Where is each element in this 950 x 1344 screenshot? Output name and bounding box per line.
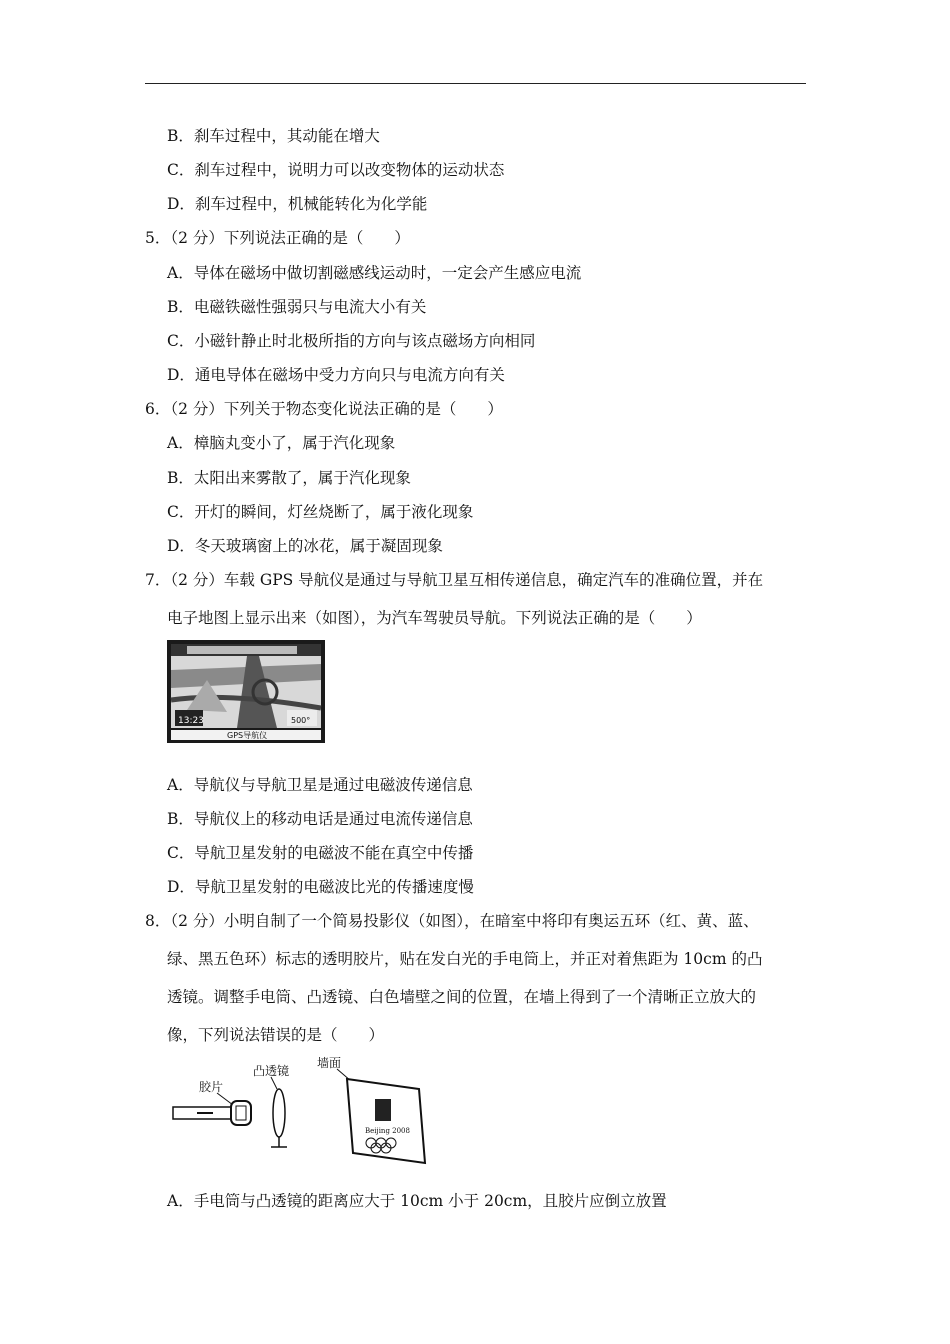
q6-stem: 6．（2 分）下列关于物态变化说法正确的是（ ）	[145, 400, 503, 418]
q8-stem-line3: 透镜。调整手电筒、凸透镜、白色墙壁之间的位置，在墙上得到了一个清晰正立放大的	[167, 988, 757, 1006]
q5-option-a: A．导体在磁场中做切割磁感线运动时，一定会产生感应电流	[167, 264, 582, 282]
q6-option-b: B．太阳出来雾散了，属于汽化现象	[167, 469, 411, 487]
q8-stem-line4: 像，下列说法错误的是（ ）	[167, 1026, 385, 1044]
q7-option-c: C．导航卫星发射的电磁波不能在真空中传播	[167, 844, 474, 862]
q6-option-d: D．冬天玻璃窗上的冰花，属于凝固现象	[167, 537, 443, 555]
q7-stem-line1: 7．（2 分）车载 GPS 导航仪是通过与导航卫星互相传递信息，确定汽车的准确位置，并在	[145, 571, 764, 589]
q5-option-b: B．电磁铁磁性强弱只与电流大小有关	[167, 298, 427, 316]
q8-stem-line1: 8．（2 分）小明自制了一个简易投影仪（如图），在暗室中将印有奥运五环（红、黄、蓝、	[145, 912, 759, 930]
q4-option-b: B．刹车过程中，其动能在增大	[167, 127, 380, 145]
film-label: 胶片	[199, 1080, 224, 1094]
q6-option-c: C．开灯的瞬间，灯丝烧断了，属于液化现象	[167, 503, 474, 521]
q5-option-c: C．小磁针静止时北极所指的方向与该点磁场方向相同	[167, 332, 536, 350]
q7-option-d: D．导航卫星发射的电磁波比光的传播速度慢	[167, 878, 474, 896]
q5-option-d: D．通电导体在磁场中受力方向只与电流方向有关	[167, 366, 505, 384]
q6-option-a: A．樟脑丸变小了，属于汽化现象	[167, 434, 396, 452]
q4-option-d: D．刹车过程中，机械能转化为化学能	[167, 195, 428, 213]
gps-distance-readout: 500°	[291, 716, 311, 725]
q8-stem-line2: 绿、黑五色环）标志的透明胶片，贴在发白光的手电筒上，并正对着焦距为 10cm 的凸	[167, 950, 763, 968]
wall-label: 墙面	[317, 1056, 342, 1070]
q8-option-a: A．手电筒与凸透镜的距离应大于 10cm 小于 20cm，且胶片应倒立放置	[167, 1192, 667, 1210]
q4-option-c: C．刹车过程中，说明力可以改变物体的运动状态	[167, 161, 505, 179]
lens-label: 凸透镜	[253, 1064, 290, 1078]
gps-caption: GPS导航仪	[227, 731, 268, 740]
projector-figure	[167, 1055, 432, 1170]
q7-option-a: A．导航仪与导航卫星是通过电磁波传递信息	[167, 776, 473, 794]
gps-time-readout: 13:23	[178, 716, 204, 726]
gps-navigator-figure	[167, 640, 325, 743]
wall-image-text: Beijing 2008	[365, 1127, 410, 1135]
q7-stem-line2: 电子地图上显示出来（如图），为汽车驾驶员导航。下列说法正确的是（ ）	[167, 609, 702, 627]
header-rule	[145, 83, 806, 84]
q7-option-b: B．导航仪上的移动电话是通过电流传递信息	[167, 810, 473, 828]
q5-stem: 5．（2 分）下列说法正确的是（ ）	[145, 229, 410, 247]
